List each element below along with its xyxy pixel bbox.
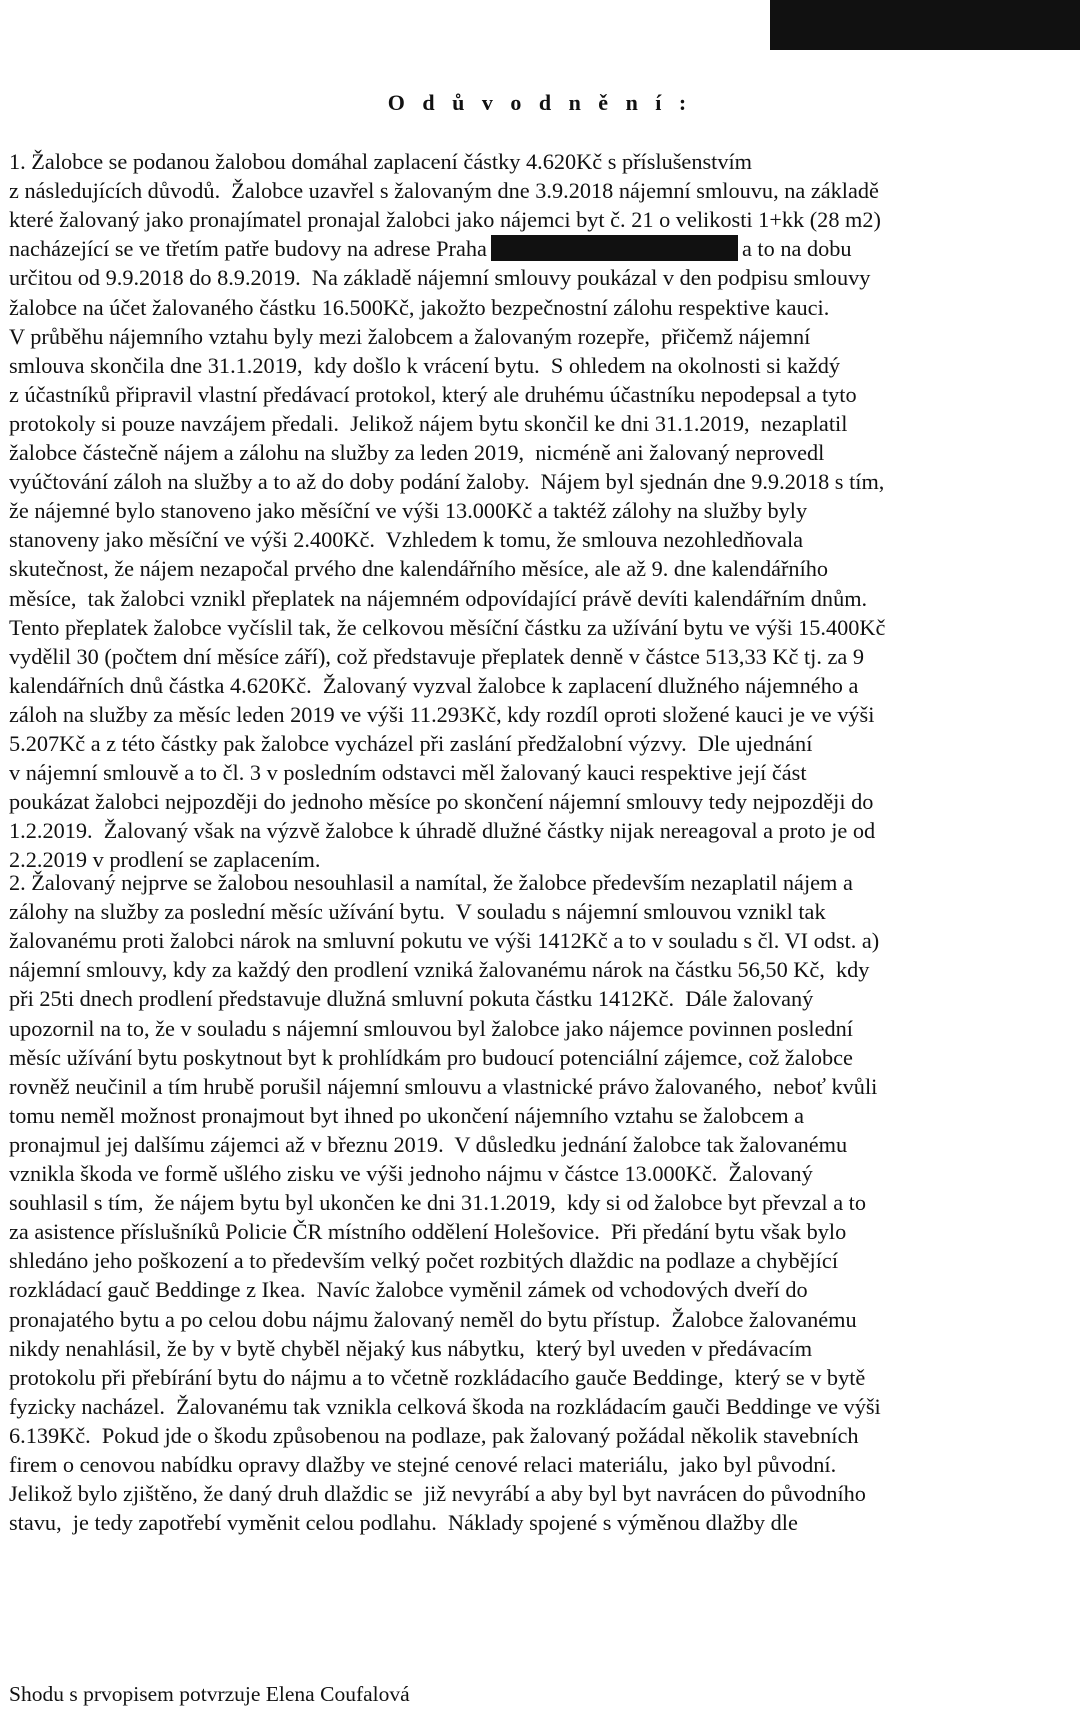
text-line: 6.139Kč. Pokud jde o škodu způsobenou na podlaze, pak žalovaný požádal několik stavebních	[9, 1422, 859, 1448]
text-line: v nájemní smlouvě a to čl. 3 v posledním odstavci měl žalovaný kauci respektive její část	[9, 760, 807, 786]
text-line: 2. Žalovaný nejprve se žalobou nesouhlasil a namítal, že žalobce především nezaplatil nájem a	[9, 870, 853, 895]
text-line: měsíc užívání bytu poskytnout byt k prohlídkám pro budoucí potenciální zájemce, což žalobce	[9, 1044, 853, 1070]
text-line: 1.2.2019. Žalovaný však na výzvě žalobce k úhradě dlužné částky nijak nereagoval a proto je od	[9, 818, 876, 844]
text-line: vznikla škoda ve formě ušlého zisku ve výši jednoho nájmu v částce 13.000Kč. Žalovaný	[9, 1161, 813, 1186]
text-line: stanoveny jako měsíční ve výši 2.400Kč. Vzhledem k tomu, že smlouva nezohledňovala	[9, 527, 804, 553]
text-line-part: a to na dobu	[741, 236, 852, 262]
text-line: 2.2.2019 v prodlení se zaplacením.	[9, 847, 321, 873]
text-line: pronajmul jej dalšímu zájemci až v březnu 2019. V důsledku jednání žalobce tak žalovanému	[9, 1131, 848, 1157]
text-line: žalobce na účet žalovaného částku 16.500Kč, jakožto bezpečnostní zálohu respektive kauci.	[9, 294, 830, 320]
text-line: shledáno jeho poškození a to především velký počet rozbitých dlaždic na podlaze a chybějící	[9, 1248, 839, 1274]
text-line: upozornil na to, že v souladu s nájemní smlouvou byl žalobce jako nájemce povinnen poslední	[9, 1015, 853, 1041]
text-line: tomu neměl možnost pronajmout byt ihned po ukončení nájemního vztahu se žalobcem a	[9, 1102, 805, 1128]
text-line: fyzicky nacházel. Žalovanému tak vznikla celková škoda na rozkládacím gauči Beddinge ve výši	[9, 1393, 881, 1419]
text-line: rovněž neučinil a tím hrubě porušil nájemní smlouvu a vlastnické právo žalovaného, neboť kvůli	[9, 1073, 878, 1099]
text-line: poukázat žalobci nejpozději do jednoho měsíce po skončení nájemní smlouvy tedy nejpozději do	[9, 789, 874, 815]
text-line: rozkládací gauč Beddinge z Ikea. Navíc žalobce vyměnil zámek od vchodových dveří do	[9, 1277, 808, 1303]
redaction-bar-address	[491, 235, 738, 261]
redaction-bar-top	[770, 0, 1080, 50]
text-line: vydělil 30 (počtem dní měsíce září), což představuje přeplatek denně v částce 513,33 Kč tj. za 9	[9, 643, 865, 669]
text-line: Jelikož bylo zjištěno, že daný druh dlaždic se již nevyrábí a aby byl byt navrácen do původního	[9, 1481, 866, 1507]
text-line: pronajatého bytu a po celou dobu nájmu žalovaný neměl do bytu přístup. Žalobce žalovanému	[9, 1306, 857, 1332]
text-line: zálohy na služby za poslední měsíc užívání bytu. V souladu s nájemní smlouvou vznikl tak	[9, 899, 826, 925]
text-line: které žalovaný jako pronajímatel pronajal žalobci jako nájemci byt č. 21 o velikosti 1+kk (28 m2)	[9, 207, 881, 233]
text-line: měsíce, tak žalobci vznikl přeplatek na nájemném odpovídající právě devíti kalendářním dnům.	[9, 585, 868, 611]
text-line: protokolu při přebírání bytu do nájmu a to včetně rozkládacího gauče Beddinge, který se v bytě	[9, 1364, 866, 1390]
text-line: souhlasil s tím, že nájem bytu byl ukončen ke dni 31.1.2019, kdy si od žalobce byt převzal a to	[9, 1190, 867, 1216]
text-line-part: nacházející se ve třetím patře budovy na adrese Praha	[9, 236, 487, 262]
text-line: nájemní smlouvy, kdy za každý den prodlení vzniká žalovanému nárok na částku 56,50 Kč, kdy	[9, 957, 870, 983]
text-line: žalovanému proti žalobci nárok na smluvní pokutu ve výši 1412Kč a to v souladu s čl. VI odst. a)	[9, 928, 880, 954]
text-line: 1. Žalobce se podanou žalobou domáhal zaplacení částky 4.620Kč s příslušenstvím	[9, 149, 753, 174]
text-line: skutečnost, že nájem nezapočal prvého dne kalendářního měsíce, ale až 9. dne kalendářního	[9, 556, 829, 582]
text-line: z následujících důvodů. Žalobce uzavřel s žalovaným dne 3.9.2018 nájemní smlouvu, na základě	[9, 178, 879, 204]
text-line: nikdy nenahlásil, že by v bytě chyběl nějaký kus nábytku, který byl uveden v předávacím	[9, 1335, 813, 1361]
text-line: kalendářních dnů částka 4.620Kč. Žalovaný vyzval žalobce k zaplacení dlužného nájemného a	[9, 672, 859, 698]
text-line: žalobce částečně nájem a zálohu na služby za leden 2019, nicméně ani žalovaný neprovedl	[9, 440, 825, 465]
text-line: Tento přeplatek žalobce vyčíslil tak, že celkovou měsíční částku za užívání bytu ve výši 15.400Kč	[9, 614, 886, 640]
section-heading: O d ů v o d n ě n í :	[387, 90, 693, 115]
text-line	[9, 234, 852, 264]
text-line: že nájemné bylo stanoveno jako měsíční ve výši 13.000Kč a taktéž zálohy na služby byly	[9, 498, 808, 524]
text-line: firem o cenovou nabídku opravy dlažby ve stejné cenové relaci materiálu, jako byl původní.	[9, 1452, 837, 1477]
text-line: za asistence příslušníků Policie ČR místního oddělení Holešovice. Při předání bytu však bylo	[9, 1219, 847, 1245]
text-line: V průběhu nájemního vztahu byly mezi žalobcem a žalovaným rozepře, přičemž nájemní	[9, 323, 811, 349]
text-line: určitou od 9.9.2018 do 8.9.2019. Na základě nájemní smlouvy poukázal v den podpisu smlouvy	[9, 265, 871, 291]
text-line: stavu, je tedy zapotřebí vyměnit celou podlahu. Náklady spojené s výměnou dlažby dle	[9, 1510, 798, 1536]
text-line: protokoly si pouze navzájem předali. Jelikož nájem bytu skončil ke dni 31.1.2019, nezaplatil	[9, 410, 848, 436]
text-line: z účastníků připravil vlastní předávací protokol, který ale druhému účastníku nepodepsal a tyto	[9, 381, 857, 407]
text-line: záloh na služby za měsíc leden 2019 ve výši 11.293Kč, kdy rozdíl oproti složené kauci je ve výši	[9, 701, 875, 727]
certification-footer: Shodu s prvopisem potvrzuje Elena Coufalová	[9, 1682, 410, 1706]
text-line: smlouva skončila dne 31.1.2019, kdy došlo k vrácení bytu. S ohledem na okolnosti si každý	[9, 352, 841, 378]
text-line: při 25ti dnech prodlení představuje dlužná smluvní pokuta částku 1412Kč. Dále žalovaný	[9, 986, 814, 1012]
text-line: 5.207Kč a z této částky pak žalobce vycházel při zaslání předžalobní výzvy. Dle ujednání	[9, 731, 813, 756]
text-line: vyúčtování záloh na služby a to až do doby podání žaloby. Nájem byl sjednán dne 9.9.2018 s tím,	[9, 469, 885, 495]
